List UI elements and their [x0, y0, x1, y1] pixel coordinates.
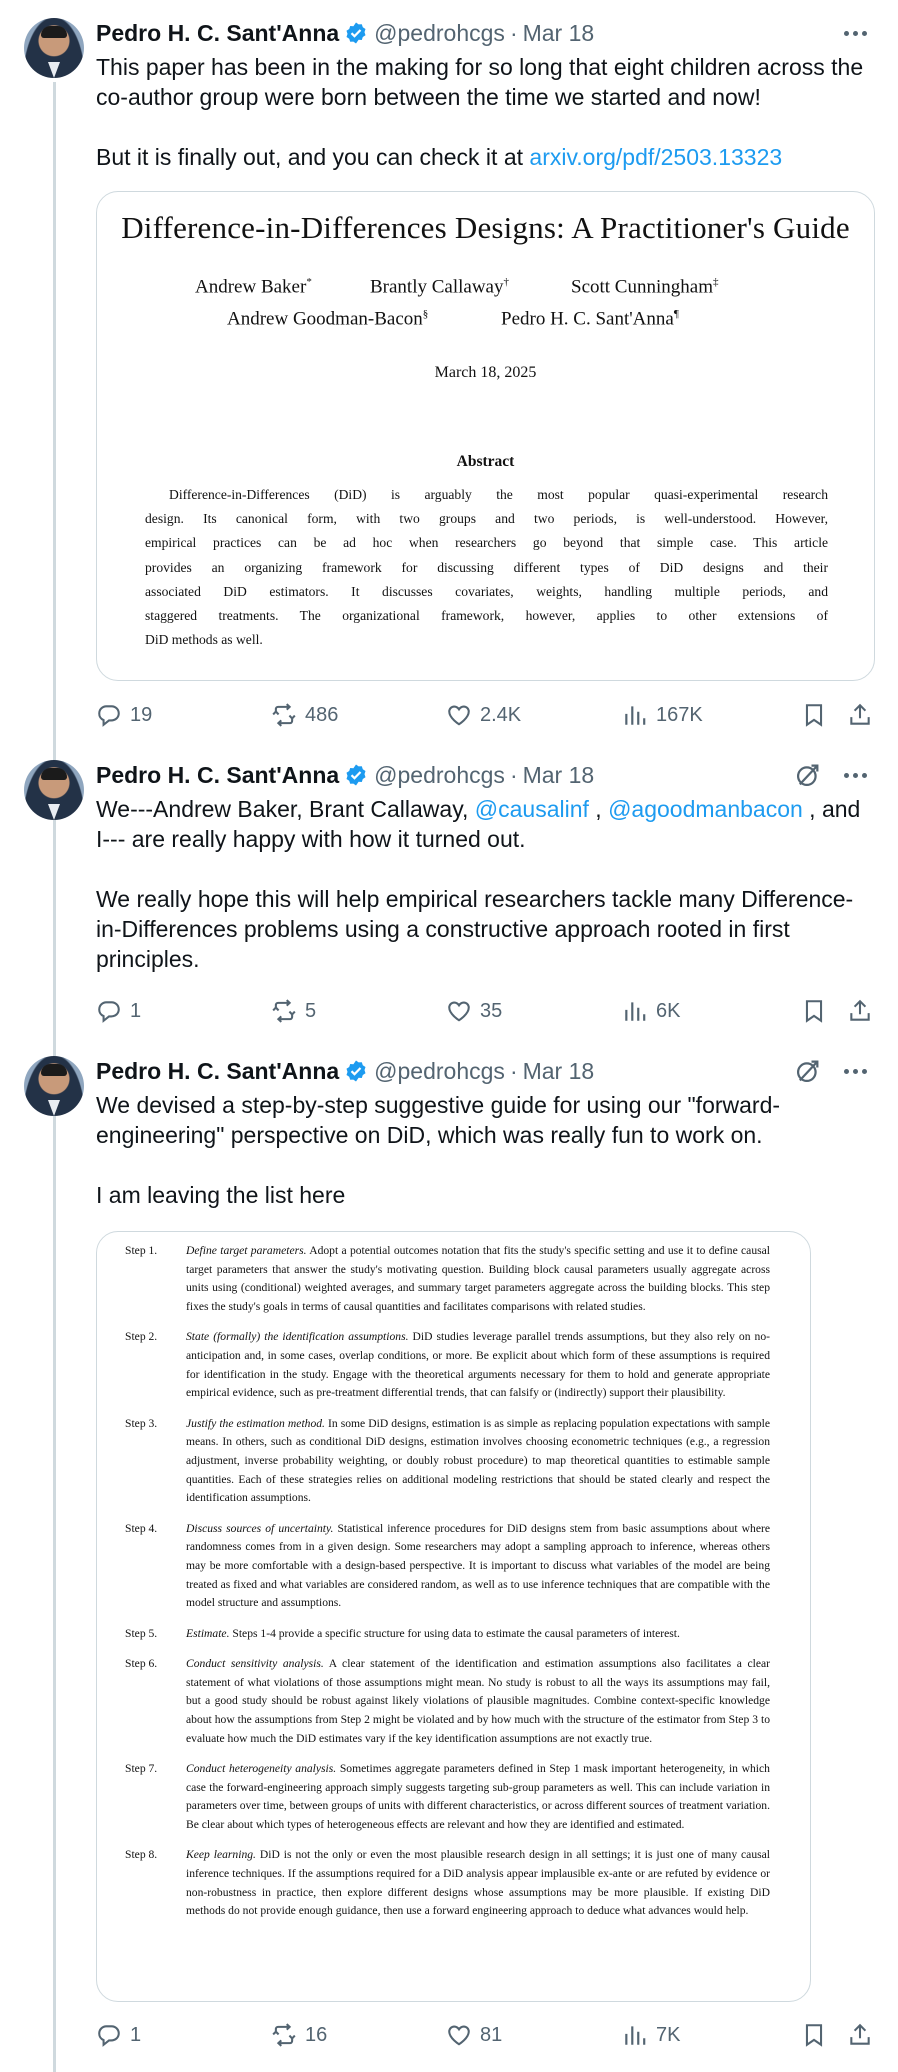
step-text: Steps 1-4 provide a specific structure for using data to estimate the causal parameters of interest.	[229, 1626, 680, 1640]
like-button[interactable]	[446, 991, 502, 1031]
step-number: Step 8.	[125, 1848, 158, 1862]
like-count: 35	[480, 999, 503, 1022]
step-number: Step 3.	[125, 1416, 158, 1430]
reply-button[interactable]	[96, 695, 152, 735]
step-number: Step 4.	[125, 1521, 158, 1535]
repost-button[interactable]	[271, 991, 316, 1031]
step-number: Step 2.	[125, 1330, 158, 1344]
step-item	[125, 1415, 770, 1509]
step-text: Statistical inference procedures for DiD designs stem from basic assumptions about where randomness comes from in a given design. Some researchers may adopt a sampling approach to inference, whereas others may be more comfortable with a design-based perspective. It is important to discuss what variables of the model are being treated as fixed and what variables are considered random, as well as to use inference techniques that are compatible with the model structure and assumptions.	[186, 1521, 770, 1610]
like-button[interactable]	[446, 695, 521, 735]
step-body	[186, 1242, 770, 1317]
tweet-paragraph	[96, 794, 876, 854]
repost-icon	[271, 2022, 297, 2048]
abstract-line: staggered treatments. The organizational framework, however, applies to other extensions of	[145, 608, 828, 624]
author-name[interactable]: Pedro H. C. Sant'Anna	[96, 1057, 340, 1084]
tweet-header	[96, 760, 594, 790]
heart-icon	[446, 702, 472, 728]
step-body	[186, 1520, 770, 1614]
steps-list-image[interactable]	[96, 1231, 811, 2002]
repost-button[interactable]	[271, 695, 338, 735]
tweet-paragraph	[96, 142, 876, 172]
author-name[interactable]: Pedro H. C. Sant'Anna	[96, 761, 340, 788]
verified-badge-icon	[344, 1059, 368, 1083]
reply-count: 19	[130, 703, 153, 726]
step-item	[125, 1655, 770, 1749]
analytics-icon	[622, 2022, 648, 2048]
tweet-text	[96, 52, 876, 172]
reply-count: 1	[130, 2023, 142, 2046]
steps-list	[125, 1242, 770, 1933]
bookmark-icon[interactable]	[801, 998, 827, 1024]
paper-author: Andrew Goodman-Bacon§	[227, 308, 429, 330]
author-handle[interactable]: @pedrohcgs	[374, 19, 505, 46]
tweet-text	[96, 1090, 876, 1210]
bookmark-icon[interactable]	[801, 2022, 827, 2048]
step-text: DiD studies leverage parallel trends assumptions, but they also rely on no-anticipation and, in some cases, overlap conditions, or more. Be explicit about which form of these assumptions is required for identification in the study. Engage with the theoretical arguments necessary for them to hold and generate appropriate empirical evidence, such as pre-treatment differential trends, that can falsify or (indirectly) support their plausibility.	[186, 1330, 770, 1400]
heart-icon	[446, 2022, 472, 2048]
arxiv-link[interactable]: arxiv.org/pdf/2503.13323	[529, 144, 783, 170]
step-body	[186, 1328, 770, 1403]
separator-dot: ·	[509, 1057, 518, 1084]
grok-icon[interactable]	[794, 761, 822, 789]
tweet-text	[96, 794, 876, 974]
paper-author: Brantly Callaway†	[370, 276, 509, 298]
tweet-paragraph: I am leaving the list here	[96, 1182, 346, 1208]
tweet-text-fragment: But it is finally out, and you can check it at	[96, 144, 530, 170]
paper-preview-image[interactable]	[96, 191, 875, 681]
tweet-actions	[96, 991, 876, 1031]
step-text: Adopt a potential outcomes notation that fits the study's specific setting and use it to define causal target parameters that answer the study's motivating question. Building block causal parameters usually aggregate across units using (conditional) weighted averages, and summary target parameters aggregate across the building blocks. This step fixes the study's goals in terms of causal quantities and facilitates comparisons with related studies.	[186, 1244, 770, 1314]
abstract-line: Difference-in-Differences (DiD) is arguably the most popular quasi-experimental research	[169, 487, 828, 502]
step-item	[125, 1520, 770, 1614]
step-item	[125, 1625, 770, 1644]
step-number: Step 1.	[125, 1244, 158, 1257]
grok-icon[interactable]	[794, 1057, 822, 1085]
view-count: 7K	[656, 2023, 681, 2046]
paper-date: March 18, 2025	[434, 364, 537, 381]
tweet-text-fragment: , and I--- are really happy with how it turned out.	[96, 796, 861, 852]
abstract-heading: Abstract	[456, 453, 515, 470]
tweet-paragraph: This paper has been in the making for so long that eight children across the co-author group were born between the time we started and now!	[96, 54, 864, 110]
share-icon[interactable]	[847, 702, 873, 728]
mention-link[interactable]: @causalinf	[474, 796, 589, 822]
analytics-icon	[622, 702, 648, 728]
abstract-line: associated DiD estimators. It discusses covariates, weights, handling multiple periods, and	[145, 583, 828, 599]
step-body	[186, 1846, 770, 1921]
abstract-body	[145, 483, 828, 652]
tweet-header	[96, 1056, 594, 1086]
like-count: 81	[480, 2023, 503, 2046]
step-item	[125, 1328, 770, 1403]
tweet-text-fragment: ,	[588, 796, 609, 822]
tweet-actions	[96, 695, 876, 735]
tweet-date[interactable]: Mar 18	[522, 1057, 595, 1084]
paper-author: Pedro H. C. Sant'Anna¶	[501, 308, 679, 330]
step-title: Define target parameters.	[186, 1244, 307, 1257]
author-name[interactable]: Pedro H. C. Sant'Anna	[96, 19, 340, 46]
view-count: 6K	[656, 999, 681, 1022]
avatar[interactable]	[24, 1056, 84, 1116]
tweet-text-fragment: We---Andrew Baker, Brant Callaway,	[96, 796, 475, 822]
more-options-icon[interactable]	[840, 762, 870, 788]
step-number: Step 5.	[125, 1626, 158, 1640]
step-title: Conduct heterogeneity analysis.	[186, 1761, 337, 1775]
tweet-3[interactable]	[0, 1038, 898, 2070]
repost-count: 5	[305, 999, 317, 1022]
step-title: Justify the estimation method.	[186, 1416, 325, 1430]
reply-icon	[96, 702, 122, 728]
step-text: A clear statement of the identification and estimation assumptions also facilitates a clear statement of what violations of those assumptions might mean. No study is robust to all the ways its assumptions may fail, but a good study should be robust against likely violations of plausible magnitudes. Combine context-specific knowledge about how the assumptions from Step 2 might be violated and by how much with the structure of the estimator from Step 3 to evaluate how much the DiD estimates vary if the key identification assumptions are not exactly true.	[186, 1656, 771, 1745]
avatar[interactable]	[24, 760, 84, 820]
abstract-line: DiD methods as well.	[145, 632, 263, 648]
abstract-line: empirical practices can be ad hoc when researchers go beyond that simple case. This article	[145, 535, 828, 551]
step-title: Estimate.	[186, 1626, 230, 1640]
step-item	[125, 1242, 770, 1317]
separator-dot: ·	[509, 19, 518, 46]
more-options-icon[interactable]	[840, 20, 870, 46]
paper-author: Andrew Baker*	[195, 276, 312, 298]
paper-author: Scott Cunningham‡	[571, 276, 719, 298]
views-button[interactable]	[622, 991, 680, 1031]
tweet-header	[96, 18, 594, 48]
step-body	[186, 1760, 770, 1835]
reply-icon	[96, 2022, 122, 2048]
bookmark-icon[interactable]	[801, 702, 827, 728]
reply-button[interactable]	[96, 991, 141, 1031]
tweet-date[interactable]: Mar 18	[522, 761, 595, 788]
like-button[interactable]	[446, 2015, 502, 2055]
separator-dot: ·	[509, 761, 518, 788]
step-number: Step 6.	[125, 1656, 158, 1670]
tweet-paragraph: We really hope this will help empirical researchers tackle many Difference-in-Differences problems using a constructive approach rooted in first principles.	[96, 886, 854, 972]
verified-badge-icon	[344, 763, 368, 787]
step-body	[186, 1415, 770, 1509]
like-count: 2.4K	[480, 703, 522, 726]
reply-count: 1	[130, 999, 142, 1022]
more-options-icon[interactable]	[840, 1058, 870, 1084]
analytics-icon	[622, 998, 648, 1024]
repost-count: 486	[305, 703, 339, 726]
mention-link[interactable]: @agoodmanbacon	[608, 796, 803, 822]
step-body	[186, 1655, 770, 1749]
step-text: DiD is not the only or even the most plausible research design in all settings; it is just one of many causal inference techniques. If the assumptions required for a DiD analysis appear implausible ex-ante or are refuted by evidence or non-robustness in practice, then explore different designs whose assumptions may be more plausible. If existing DiD methods do not provide enough guidance, then use a forward engineering approach to deduce what advances would help.	[186, 1848, 771, 1918]
tweet-actions	[96, 2015, 876, 2055]
repost-button[interactable]	[271, 2015, 327, 2055]
step-body	[186, 1625, 770, 1644]
avatar[interactable]	[24, 18, 84, 78]
repost-icon	[271, 702, 297, 728]
repost-icon	[271, 998, 297, 1024]
step-text: In some DiD designs, estimation is as simple as replacing population expectations with sample means. In others, such as conditional DiD designs, estimation involves choosing econometric techniques (e.g., a regression adjustment, inverse probability weighting, or doubly robust procedure) to map theoretical quantities to estimable sample quantities. Each of these strategies relies on additional modeling restrictions that should be stated clearly and respect the identification assumptions.	[186, 1416, 770, 1505]
step-title: Discuss sources of uncertainty.	[186, 1521, 334, 1535]
paper-title: Difference-in-Differences Designs: A Practitioner's Guide	[121, 210, 850, 245]
verified-badge-icon	[344, 21, 368, 45]
author-handle[interactable]: @pedrohcgs	[374, 1057, 505, 1084]
abstract-line: provides an organizing framework for discussing different types of DiD designs and their	[145, 559, 828, 575]
step-title: Conduct sensitivity analysis.	[186, 1656, 324, 1670]
step-title: State (formally) the identification assumptions.	[186, 1330, 409, 1344]
views-button[interactable]	[622, 2015, 680, 2055]
views-button[interactable]	[622, 695, 703, 735]
tweet-2[interactable]	[0, 742, 898, 1038]
tweet-paragraph: We devised a step-by-step suggestive guide for using our "forward-engineering" perspective on DiD, which was really fun to work on.	[96, 1092, 781, 1148]
view-count: 167K	[656, 703, 703, 726]
step-text: Sometimes aggregate parameters defined in Step 1 mask important heterogeneity, in which case the forward-engineering approach simply suggests targeting sub-group parameters as well. This can include variation in parameters over time, between groups of units with different characteristics, or across different sources of treatment variation. Be clear about which types of heterogeneous effects are relevant and how they are identified and estimated.	[186, 1761, 770, 1831]
tweet-1[interactable]	[0, 0, 898, 742]
abstract-line: design. Its canonical form, with two groups and two periods, is well-understood. However,	[145, 511, 828, 527]
share-icon[interactable]	[847, 2022, 873, 2048]
author-handle[interactable]: @pedrohcgs	[374, 761, 505, 788]
reply-icon	[96, 998, 122, 1024]
heart-icon	[446, 998, 472, 1024]
step-number: Step 7.	[125, 1761, 158, 1775]
step-item	[125, 1760, 770, 1835]
tweet-date[interactable]: Mar 18	[522, 19, 595, 46]
reply-button[interactable]	[96, 2015, 141, 2055]
step-title: Keep learning.	[186, 1848, 256, 1862]
share-icon[interactable]	[847, 998, 873, 1024]
repost-count: 16	[305, 2023, 328, 2046]
step-item	[125, 1846, 770, 1921]
